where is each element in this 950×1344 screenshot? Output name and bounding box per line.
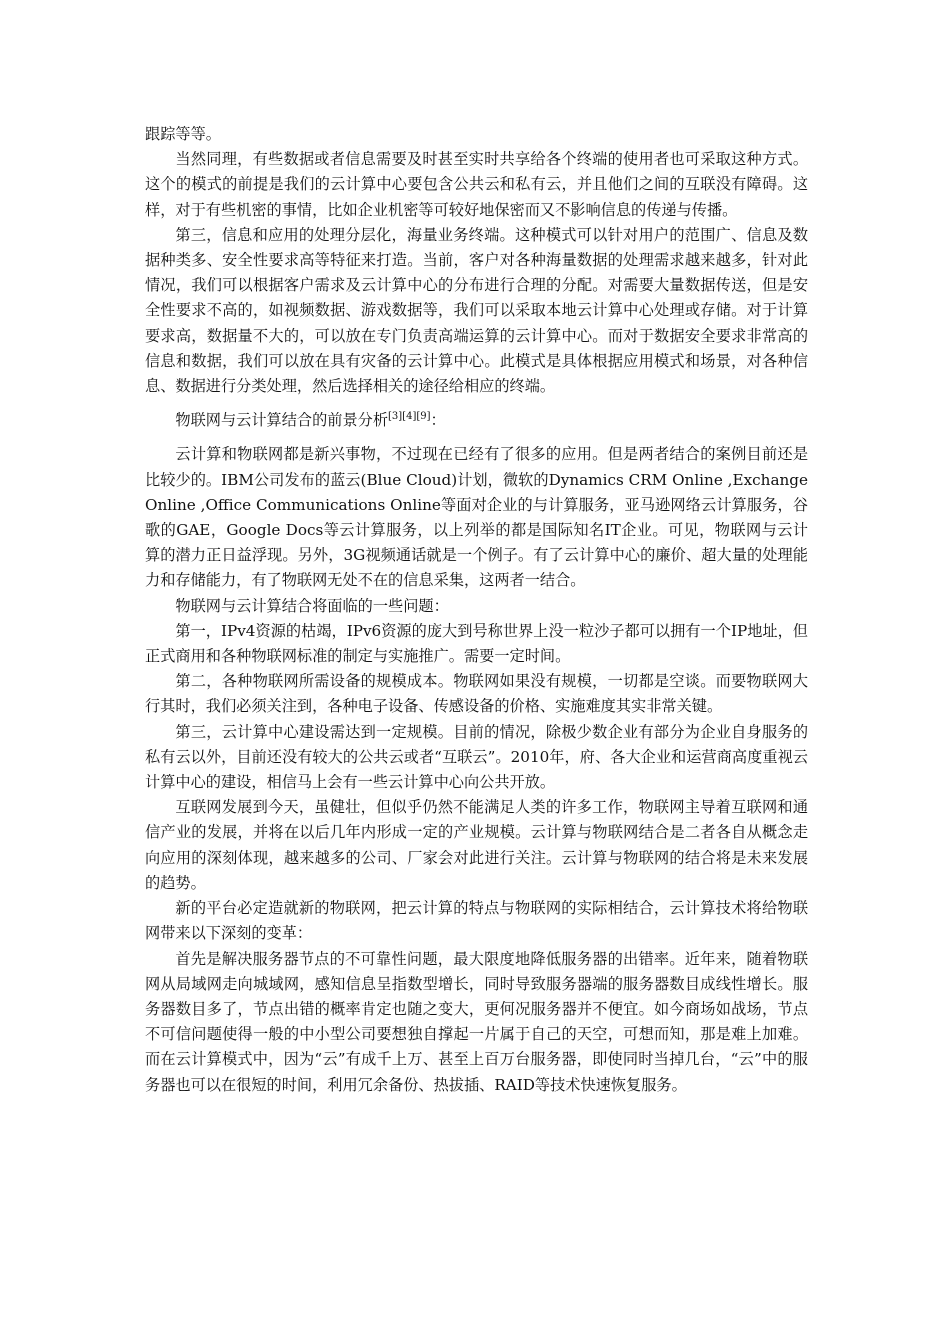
section-heading-colon: ： — [430, 411, 446, 430]
citation-refs: [3][4][9] — [388, 411, 431, 423]
paragraph-problem-ipv6: 第一，IPv4资源的枯竭，IPv6资源的庞大到号称世界上没一粒沙子都可以拥有一个IP地址，但正式商用和各种物联网标准的制定与实施推广。需要一定时间。 — [145, 621, 808, 666]
paragraph-cloud-iot-intro: 云计算和物联网都是新兴事物，不过现在已经有了很多的应用。但是两者结合的案例目前还是比较少的。IBM公司发布的蓝云(Blue Cloud)计划，微软的Dynamics CRM Online ,Exchange Online ,Office Communications Online等面对企业的与计算服务，亚马逊网络云计算服务，谷歌的GAE，Google Docs等云计算服务，以上列举的都是国际知名IT企业。可见，物联网与云计算的潜力正日益浮现。另外，3G视频通话就是一个例子。有了云计算中心的廉价、超大量的处理能力和存储能力，有了物联网无处不在的信息采集，这两者一结合。 — [145, 445, 808, 590]
document-body — [145, 122, 808, 1098]
section-heading-text: 物联网与云计算结合的前景分析 — [175, 411, 389, 430]
paragraph-problems-intro: 物联网与云计算结合将面临的一些问题： — [175, 596, 449, 615]
paragraph-shared-info: 当然同理，有些数据或者信息需要及时甚至实时共享给各个终端的使用者也可采取这种方式。这个的模式的前提是我们的云计算中心要包含公共云和私有云，并且他们之间的互联没有障碍。这样，对于有些机密的事情，比如企业机密等可较好地保密而又不影响信息的传递与传播。 — [145, 150, 808, 219]
section-heading — [145, 408, 808, 433]
paragraph-new-platform: 新的平台必定造就新的物联网，把云计算的特点与物联网的实际相结合，云计算技术将给物联网带来以下深刻的变革： — [145, 899, 808, 943]
paragraph-problem-scale-cost: 第二，各种物联网所需设备的规模成本。物联网如果没有规模，一切都是空谈。而要物联网大行其时，我们必须关注到，各种电子设备、传感设备的价格、实施难度其实非常关键。 — [145, 672, 808, 716]
paragraph-trend: 互联网发展到今天，虽健壮，但似乎仍然不能满足人类的许多工作，物联网主导着互联网和通信产业的发展，并将在以后几年内形成一定的产业规模。云计算与物联网结合是二者各自从概念走向应用的深刻体现，越来越多的公司、厂家会对此进行关注。云计算与物联网的结合将是未来发展的趋势。 — [145, 798, 808, 892]
paragraph-server-reliability: 首先是解决服务器节点的不可靠性问题，最大限度地降低服务器的出错率。近年来，随着物联网从局域网走向城域网，感知信息呈指数型增长，同时导致服务器端的服务器数目成线性增长。服务器数目多了，节点出错的概率肯定也随之变大，更何况服务器并不便宜。如今商场如战场，节点不可信问题使得一般的中小型公司要想独自撑起一片属于自己的天空，可想而知，那是难上加难。而在云计算模式中，因为“云”有成千上万、甚至上百万台服务器，即使同时当掉几台，“云”中的服务器也可以在很短的时间，利用冗余备份、热拔插、RAID等技术快速恢复服务。 — [145, 949, 808, 1094]
paragraph-continuation: 跟踪等等。 — [145, 125, 221, 143]
paragraph-problem-cloud-center: 第三，云计算中心建设需达到一定规模。目前的情况，除极少数企业有部分为企业自身服务的私有云以外，目前还没有较大的公共云或者“互联云”。2010年，府、各大企业和运营商高度重视云计算中心的建设，相信马上会有一些云计算中心向公共开放。 — [145, 722, 808, 792]
paragraph-layered-processing: 第三，信息和应用的处理分层化，海量业务终端。这种模式可以针对用户的范围广、信息及数据种类多、安全性要求高等特征来打造。当前，客户对各种海量数据的处理需求越来越多，针对此情况，我们可以根据客户需求及云计算中心的分布进行合理的分配。对需要大量数据传送，但是安全性要求不高的，如视频数据、游戏数据等，我们可以采取本地云计算中心处理或存储。对于计算要求高，数据量不大的，可以放在专门负责高端运算的云计算中心。而对于数据安全要求非常高的信息和数据，我们可以放在具有灾备的云计算中心。此模式是具体根据应用模式和场景，对各种信息、数据进行分类处理，然后选择相关的途径给相应的终端。 — [145, 225, 808, 396]
